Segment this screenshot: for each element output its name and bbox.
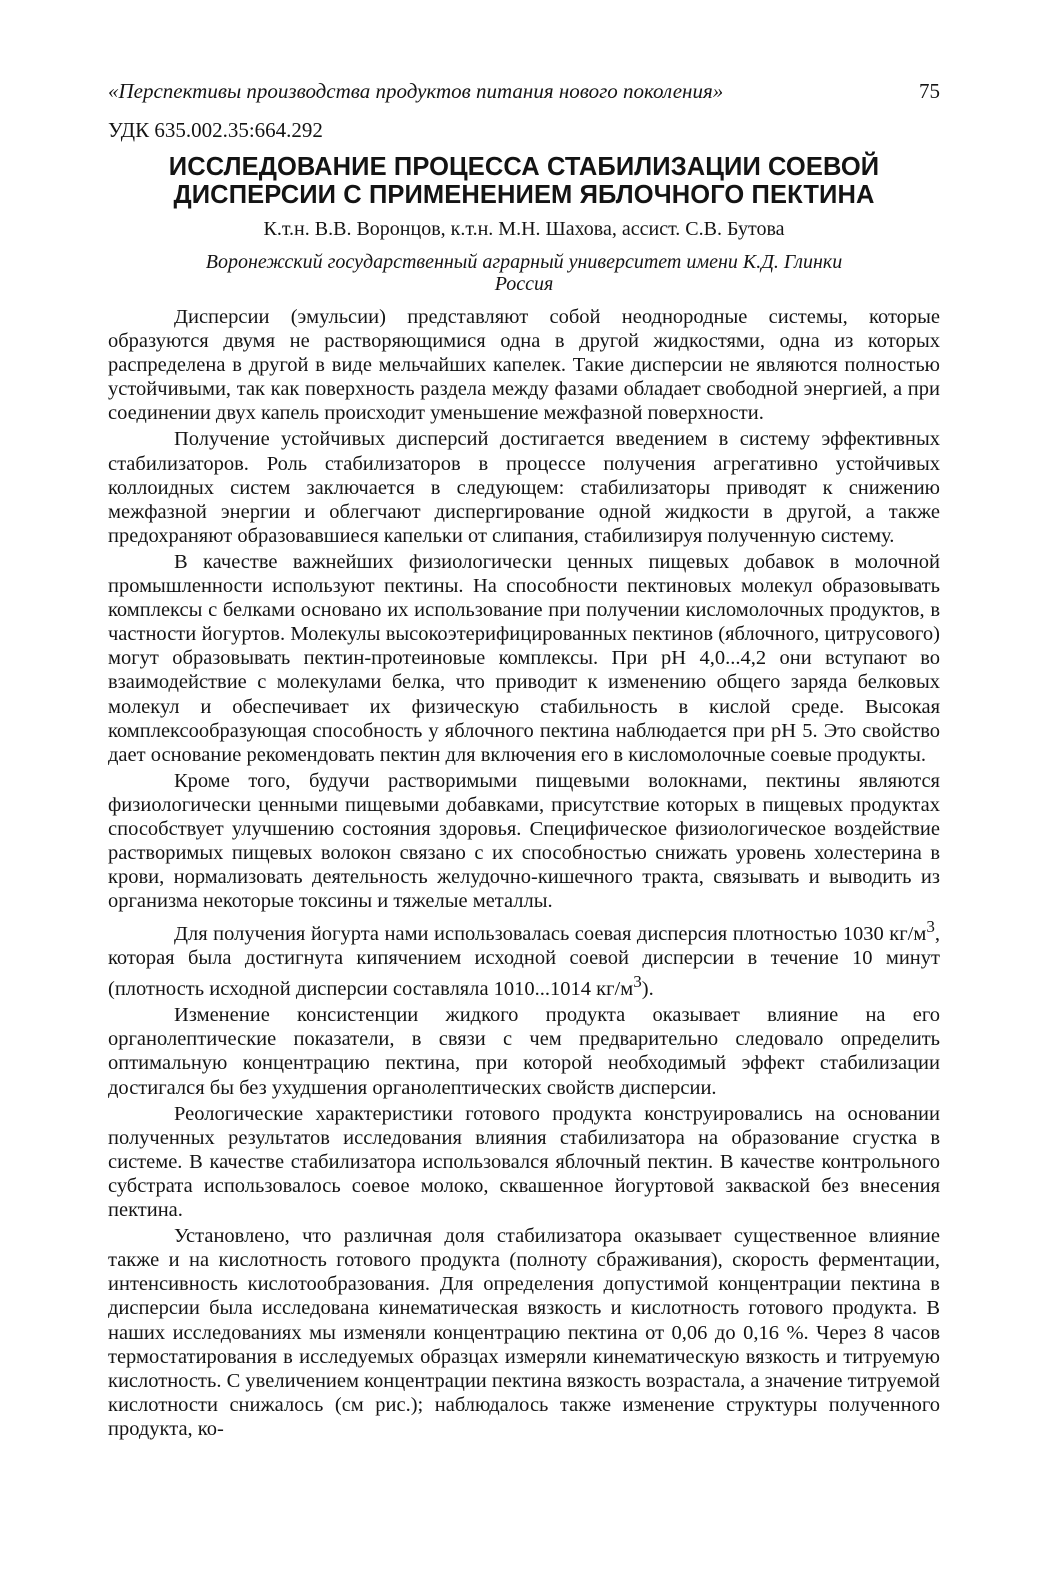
paragraph-5-part-2: , которая была достигнута кипячением исходной соевой дисперсии в течение 10 минут (плотность исходной дисперсии составляла 1010...1014 кг/м <box>108 923 940 1001</box>
paragraph-6: Изменение консистенции жидкого продукта оказывает влияние на его органолептические показатели, в связи с чем предварительно следовало определить оптимальную концентрацию пектина, при которой необходимый эффект стабилизации достигался бы без ухудшения органолептических свойств дисперсии. <box>108 1004 940 1099</box>
paragraph-1: Дисперсии (эмульсии) представляют собой неоднородные системы, которые образуются двумя не растворяющимися одна в другой жидкостями, одна из которых распределена в другой в виде мельчайших капелек. Такие дисперсии не являются полностью устойчивыми, так как поверхность раздела между фазами обладает свободной энергией, а при соединении двух капель происходит уменьшение межфазной поверхности. <box>108 306 940 425</box>
affiliation-country: Россия <box>494 273 554 295</box>
paragraph-4: Кроме того, будучи растворимыми пищевыми волокнами, пектины являются физиологически ценными пищевыми добавками, присутствие которых в пищевых продуктах способствует улучшению состояния здоровья. Специфическое физиологическое воздействие растворимых пищевых волокон связано с их способностью снижать уровень холестерина в крови, нормализовать деятельность желудочно-кишечного тракта, связывать и выводить из организма некоторые токсины и тяжелые металлы. <box>108 769 940 913</box>
journal-title: «Перспективы производства продуктов питания нового поколения» <box>108 79 724 103</box>
page-number: 75 <box>919 79 940 103</box>
paper-page <box>108 78 940 1441</box>
running-header <box>108 78 940 104</box>
udc-code: УДК 635.002.35:664.292 <box>108 118 323 142</box>
article-title <box>108 153 940 209</box>
superscript-3: 3 <box>926 917 935 937</box>
paragraph-8: Установлено, что различная доля стабилизатора оказывает существенное влияние также и на кислотность готового продукта (полноту сбраживания), скорость ферментации, интенсивность кислотообразования. Для определения допустимой концентрации пектина в дисперсии была исследована кинематическая вязкость и кислотность готового продукта. В наших исследованиях мы изменяли концентрацию пектина от 0,06 до 0,16 %. Через 8 часов термостатирования в исследуемых образцах измеряли кинематическую вязкость и титруемую кислотность. С увеличением концентрации пектина вязкость возрастала, а значение титруемой кислотности снижалось (см рис.); наблюдалось также изменение структуры полученного продукта, ко- <box>108 1225 940 1440</box>
paragraph-5-part-3: ). <box>641 978 654 1001</box>
paragraph-5 <box>108 915 940 1001</box>
article-title-line-2: ДИСПЕРСИИ С ПРИМЕНЕНИЕМ ЯБЛОЧНОГО ПЕКТИНА <box>173 181 875 209</box>
authors: К.т.н. В.В. Воронцов, к.т.н. М.Н. Шахова, ассист. С.В. Бутова <box>263 218 785 240</box>
paragraph-5-part-1: Для получения йогурта нами использовалась соевая дисперсия плотностью 1030 кг/м <box>174 923 927 946</box>
paragraph-2: Получение устойчивых дисперсий достигается введением в систему эффективных стабилизаторов. Роль стабилизаторов в процессе получения агрегативно устойчивых коллоидных систем заключается в следующем: стабилизаторы приводят к снижению межфазной энергии и облегчают диспергирование одной жидкости в другой, а также предохраняют образовавшиеся капельки от слипания, стабилизируя полученную систему. <box>108 428 940 547</box>
superscript-3: 3 <box>633 972 642 992</box>
affiliation <box>108 251 940 295</box>
article-body <box>108 305 940 1441</box>
affiliation-university: Воронежский государственный аграрный университет имени К.Д. Глинки <box>205 251 843 273</box>
paragraph-3: В качестве важнейших физиологически ценных пищевых добавок в молочной промышленности используют пектины. На способности пектиновых молекул образовывать комплексы с белками основано их использование при получении кисломолочных продуктов, в частности йогуртов. Молекулы высокоэтерифицированных пектинов (яблочного, цитрусового) могут образовывать пектин-протеиновые комплексы. При pH 4,0...4,2 они вступают во взаимодействие с молекулами белка, что приводит к изменению общего заряда белковых молекул и обеспечивает их физическую стабильность в кислой среде. Высокая комплексообразующая способность у яблочного пектина наблюдается при pH 5. Это свойство дает основание рекомендовать пектин для включения его в кисломолочные соевые продукты. <box>108 550 940 766</box>
paragraph-7: Реологические характеристики готового продукта конструировались на основании полученных результатов исследования влияния стабилизатора на образование сгустка в системе. В качестве стабилизатора использовался яблочный пектин. В качестве контрольного субстрата использовалось соевое молоко, сквашенное йогуртовой закваской без внесения пектина. <box>108 1102 940 1222</box>
article-title-line-1: ИССЛЕДОВАНИЕ ПРОЦЕССА СТАБИЛИЗАЦИИ СОЕВОЙ <box>168 153 880 181</box>
